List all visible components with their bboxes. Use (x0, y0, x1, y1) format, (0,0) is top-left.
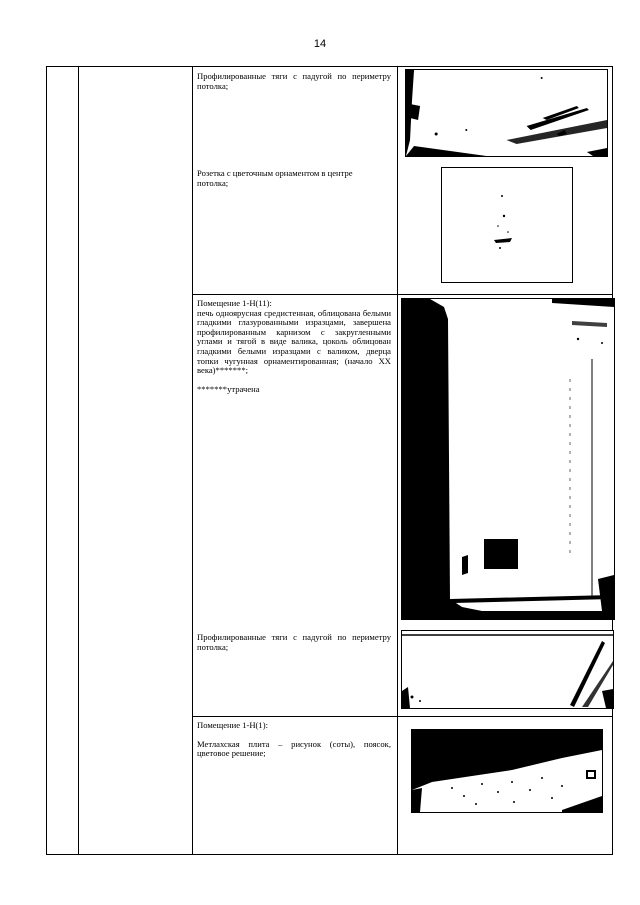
table-row-ceiling-mouldings (197, 72, 391, 91)
ceiling-rosette-photo (441, 167, 573, 283)
row-divider (192, 294, 612, 295)
metlakh-tile-photo (411, 729, 603, 813)
column-divider (78, 67, 79, 854)
table-row-room-1n11 (197, 299, 391, 394)
column-divider (192, 67, 193, 854)
room-heading: Помещение 1-Н(11): (197, 298, 272, 308)
ceiling-moulding-photo (405, 69, 608, 157)
item-description: печь одноярусная средистенная, облицована белыми гладкими глазурованными изразцами, завершена профилированным карнизом с закругленными углами и тягой в виде валика, цоколь облицован гладкими белыми изразцами с валиком, дверца топки чугунная орнаментированная; (начало XX века)*******; (197, 307, 391, 376)
protected-items-table (46, 66, 613, 855)
page-number: 14 (313, 38, 327, 50)
ceiling-moulding-photo-2 (401, 630, 614, 709)
room-heading: Помещение 1-Н(1): (197, 720, 268, 730)
item-description: Метлахская плита – рисунок (соты), поясок, цветовое решение; (197, 738, 391, 759)
tiled-stove-photo (401, 298, 615, 620)
item-description: Профилированные тяги с падугой по периметру потолка; (197, 632, 391, 652)
table-row-ceiling-rosette (197, 169, 367, 188)
item-note: *******утрачена (197, 383, 260, 394)
table-row-room-1n1 (197, 721, 391, 759)
item-description: Розетка с цветочным орнаментом в центре потолка; (197, 168, 353, 188)
item-description: Профилированные тяги с падугой по периметру потолка; (197, 71, 391, 91)
column-divider (397, 67, 398, 854)
row-divider (192, 716, 612, 717)
table-row-ceiling-mouldings-2 (197, 633, 391, 652)
